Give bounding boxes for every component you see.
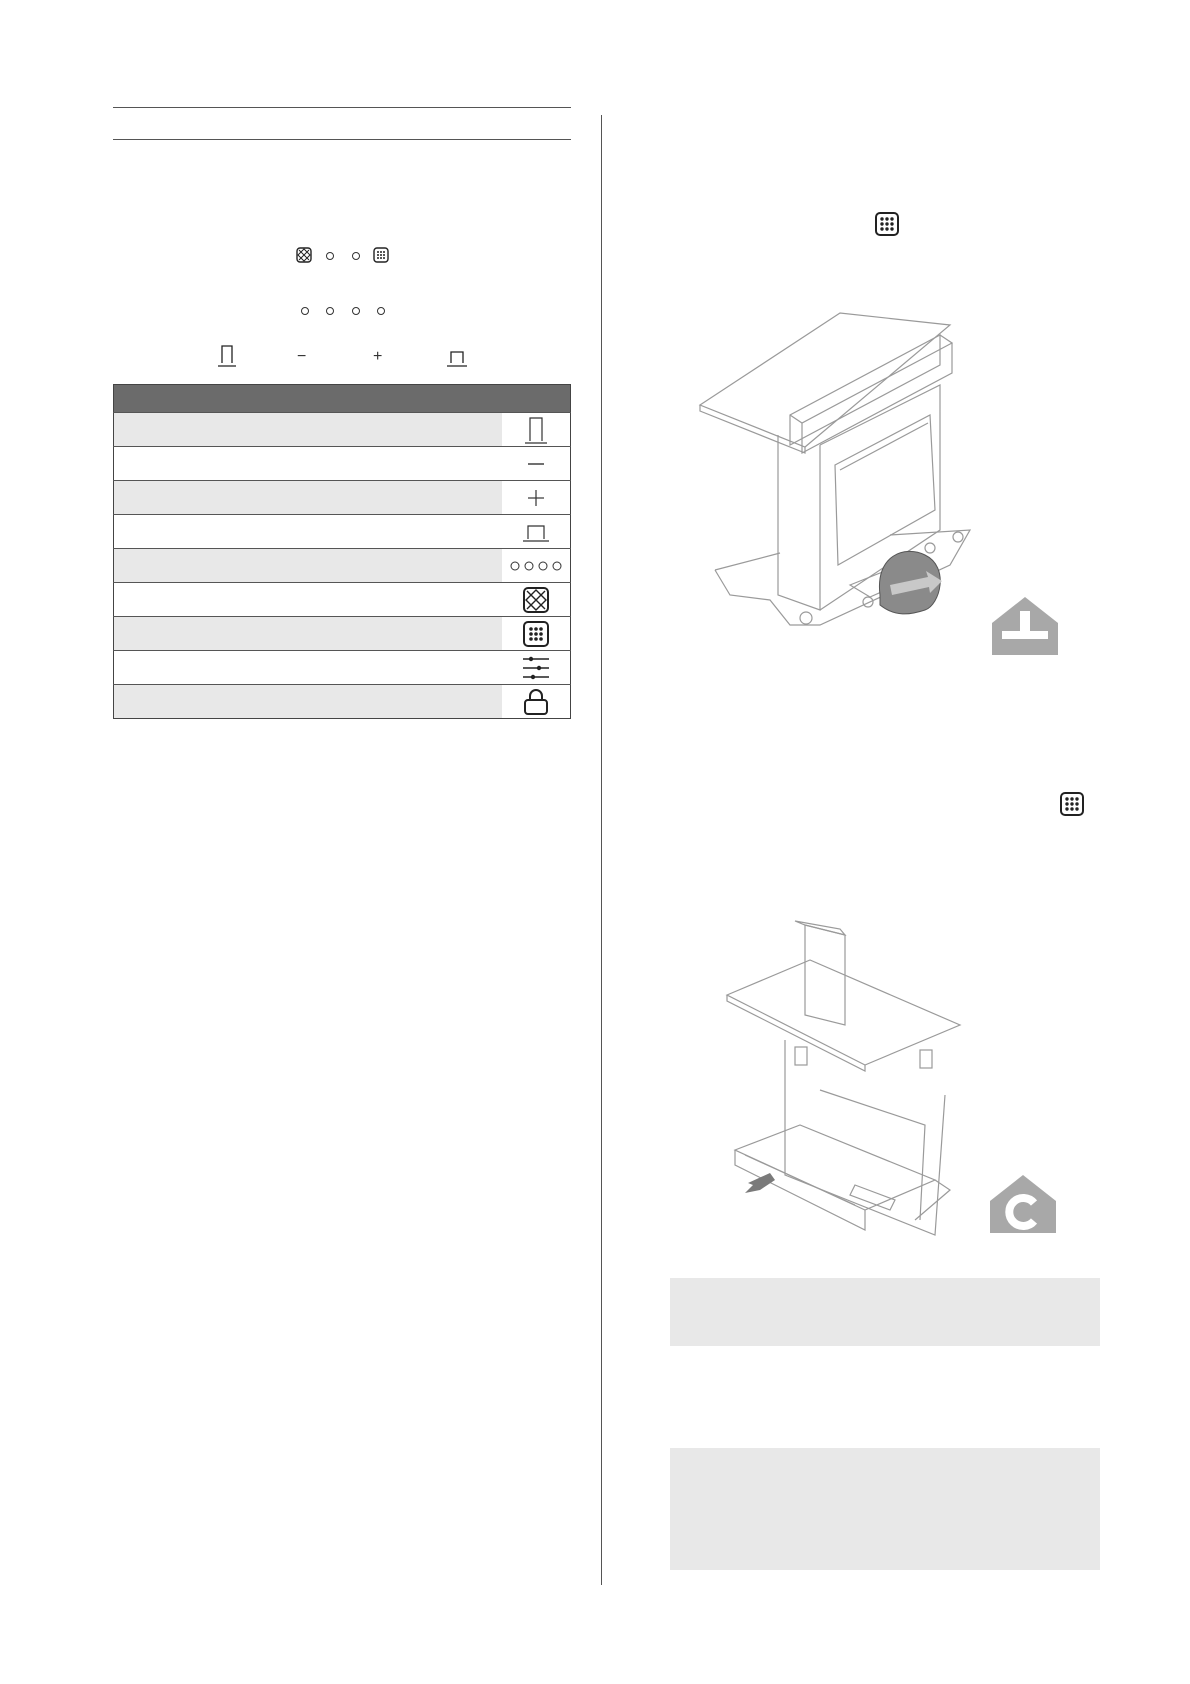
table-row (114, 549, 571, 583)
charcoal-filter-icon (874, 211, 900, 237)
lower-hood-icon (522, 522, 550, 542)
led (377, 307, 385, 315)
table-row (114, 413, 571, 447)
raise-hood-icon (523, 415, 549, 445)
charcoal-filter-icon (522, 620, 550, 648)
settings-sliders-icon (521, 655, 551, 681)
speed-leds-icon (509, 560, 563, 572)
led (352, 307, 360, 315)
house-filter-pictogram (992, 597, 1058, 655)
minus-sign: − (297, 348, 307, 365)
house-c-pictogram (990, 1175, 1056, 1233)
table-header (114, 385, 571, 413)
led (301, 307, 309, 315)
plus-icon (526, 488, 546, 508)
raise-hood-icon (217, 343, 237, 367)
lower-hood-icon (446, 349, 468, 367)
lock-icon (522, 688, 550, 716)
led (326, 307, 334, 315)
hood-drawer-removal-illustration (715, 915, 965, 1245)
grease-filter-icon (296, 247, 312, 263)
column-divider (601, 115, 602, 1585)
led (352, 252, 360, 260)
led (326, 252, 334, 260)
table-row (114, 481, 571, 515)
table-row (114, 515, 571, 549)
header-rule-bottom (113, 139, 571, 140)
minus-icon (526, 461, 546, 467)
controls-legend-table (113, 384, 571, 719)
table-row (114, 583, 571, 617)
header-rule-top (113, 107, 571, 108)
plus-sign: + (373, 348, 383, 365)
charcoal-filter-icon (1059, 791, 1085, 817)
note-box (670, 1448, 1100, 1570)
table-row (114, 617, 571, 651)
table-row (114, 447, 571, 481)
table-row (114, 651, 571, 685)
table-row (114, 685, 571, 719)
charcoal-filter-icon (373, 247, 389, 263)
note-box (670, 1278, 1100, 1346)
grease-filter-icon (522, 586, 550, 614)
